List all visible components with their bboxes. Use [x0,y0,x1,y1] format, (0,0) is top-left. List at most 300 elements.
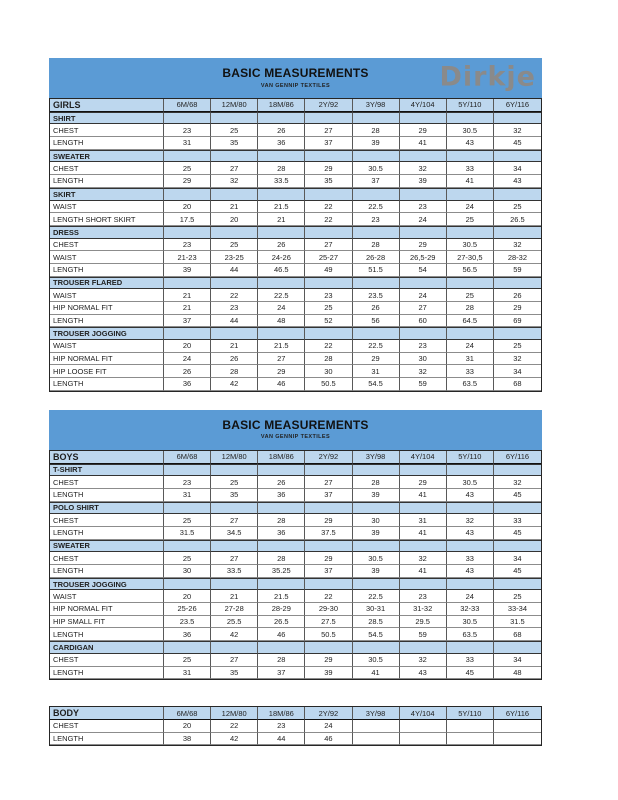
measure-value: 26 [353,302,400,315]
measure-value: 39 [400,175,447,188]
size-header-7: 6Y/116 [494,451,541,464]
table-row [50,733,541,746]
measure-value: 28 [258,654,305,667]
empty-cell [211,277,258,290]
measure-value: 25.5 [211,616,258,629]
measure-value: 25 [164,552,211,565]
measure-value: 59 [400,378,447,391]
measure-value: 50.5 [305,378,352,391]
measure-value: 33.5 [211,565,258,578]
table-row [50,667,541,680]
measure-value: 28 [258,162,305,175]
measure-value: 27 [211,162,258,175]
measure-value: 54.5 [353,378,400,391]
measure-value: 24 [447,590,494,603]
measure-value: 46.5 [258,264,305,277]
measure-value: 22.5 [353,201,400,214]
measure-value: 39 [353,527,400,540]
empty-cell [211,641,258,654]
measure-value: 33 [494,514,541,527]
measure-label: LENGTH [50,628,164,641]
empty-cell [164,641,211,654]
section-row [50,112,541,125]
table-row [50,565,541,578]
measure-value: 22.5 [353,590,400,603]
measure-value: 41 [400,489,447,502]
size-header-2: 18M/86 [258,451,305,464]
measure-value: 34.5 [211,527,258,540]
section-label: CARDIGAN [50,641,164,654]
measure-value: 23 [164,124,211,137]
measure-value: 26,5-29 [400,251,447,264]
measure-value: 36 [258,489,305,502]
measure-value: 31.5 [164,527,211,540]
measure-value: 25-27 [305,251,352,264]
size-header-1: 12M/80 [211,99,258,112]
table-row [50,552,541,565]
measure-value: 24 [447,340,494,353]
boys-measurements-table [49,450,542,680]
measure-value: 32 [400,654,447,667]
empty-cell [447,277,494,290]
empty-cell [400,150,447,163]
measure-value: 64.5 [447,315,494,328]
measure-value: 43 [447,489,494,502]
measure-value: 22.5 [258,289,305,302]
measure-value: 23 [164,476,211,489]
empty-cell [353,540,400,553]
measure-value: 56.5 [447,264,494,277]
empty-cell [447,464,494,477]
measure-value: 46 [258,378,305,391]
measure-label: LENGTH [50,378,164,391]
measure-label: WAIST [50,340,164,353]
size-header-1: 12M/80 [211,707,258,720]
measure-value: 29 [305,514,352,527]
measure-value: 34 [494,162,541,175]
empty-cell [258,502,305,515]
measure-value: 32 [494,476,541,489]
measure-value: 21.5 [258,340,305,353]
measure-value: 30-31 [353,603,400,616]
table-row [50,489,541,502]
measure-value: 39 [353,489,400,502]
empty-cell [400,112,447,125]
girls-header-band [49,58,542,98]
section-row [50,327,541,340]
measure-value: 60 [400,315,447,328]
measure-value: 28 [305,353,352,366]
measure-label: LENGTH [50,264,164,277]
size-header-1: 12M/80 [211,451,258,464]
measure-value: 63.5 [447,628,494,641]
measure-value: 26 [211,353,258,366]
measure-label: LENGTH [50,667,164,680]
section-row [50,502,541,515]
measure-value: 29 [400,124,447,137]
measure-value: 24 [400,213,447,226]
measure-value: 26-28 [353,251,400,264]
measure-value: 35 [211,489,258,502]
measure-value: 21 [164,289,211,302]
measure-value: 31 [353,365,400,378]
empty-cell [258,464,305,477]
measure-value: 21 [211,590,258,603]
measure-label: CHEST [50,476,164,489]
measure-value [494,720,541,733]
measure-value: 49 [305,264,352,277]
measure-value: 51.5 [353,264,400,277]
measure-value: 37 [353,175,400,188]
measure-value: 23 [400,340,447,353]
table-row [50,720,541,733]
empty-cell [400,578,447,591]
measure-value: 22 [211,289,258,302]
table-row [50,616,541,629]
measure-value: 20 [164,590,211,603]
measure-value: 23 [211,302,258,315]
size-header-0: 6M/68 [164,707,211,720]
empty-cell [305,502,352,515]
section-label: DRESS [50,226,164,239]
measure-value: 24 [447,201,494,214]
measure-value: 32 [494,124,541,137]
measure-value: 23 [400,201,447,214]
table-row [50,251,541,264]
size-header-5: 4Y/104 [400,707,447,720]
size-header-6: 5Y/110 [447,99,494,112]
measure-value: 27 [305,239,352,252]
table-row [50,340,541,353]
measure-value: 21 [164,302,211,315]
measure-value [447,720,494,733]
measure-label: CHEST [50,720,164,733]
measure-value: 56 [353,315,400,328]
measure-value [447,733,494,746]
measure-value: 23 [305,289,352,302]
empty-cell [164,327,211,340]
empty-cell [447,150,494,163]
measure-value: 54.5 [353,628,400,641]
empty-cell [494,641,541,654]
measure-value: 68 [494,378,541,391]
measure-value: 23-25 [211,251,258,264]
measure-value: 22 [305,590,352,603]
empty-cell [447,112,494,125]
measure-label: HIP SMALL FIT [50,616,164,629]
measure-value: 22 [211,720,258,733]
measure-value: 44 [211,315,258,328]
measure-value: 37.5 [305,527,352,540]
measure-value: 30.5 [447,239,494,252]
measure-value: 39 [353,137,400,150]
empty-cell [305,540,352,553]
measure-label: WAIST [50,201,164,214]
measure-value: 33 [447,654,494,667]
empty-cell [400,502,447,515]
empty-cell [164,188,211,201]
measure-value: 43 [447,565,494,578]
empty-cell [258,327,305,340]
size-header-7: 6Y/116 [494,707,541,720]
empty-cell [494,188,541,201]
measure-value: 28 [258,514,305,527]
size-header-6: 5Y/110 [447,451,494,464]
measure-value: 22 [305,213,352,226]
measure-value: 41 [400,527,447,540]
measure-value: 34 [494,552,541,565]
empty-cell [447,540,494,553]
measure-value: 23.5 [164,616,211,629]
measure-value: 25-26 [164,603,211,616]
section-label: T-SHIRT [50,464,164,477]
measure-value: 28-29 [258,603,305,616]
empty-cell [400,540,447,553]
measure-label: HIP NORMAL FIT [50,353,164,366]
measure-value: 22 [305,340,352,353]
measure-value: 25 [211,239,258,252]
measure-label: LENGTH [50,565,164,578]
empty-cell [164,277,211,290]
empty-cell [164,112,211,125]
empty-cell [258,277,305,290]
measure-value: 27-28 [211,603,258,616]
section-label: SWEATER [50,540,164,553]
empty-cell [305,226,352,239]
measure-value: 28-32 [494,251,541,264]
page-title: BASIC MEASUREMENTS [222,418,369,433]
measure-value: 50.5 [305,628,352,641]
empty-cell [494,150,541,163]
table-row [50,137,541,150]
measure-value: 33 [447,552,494,565]
empty-cell [305,150,352,163]
measure-label: LENGTH [50,527,164,540]
measure-value: 28 [211,365,258,378]
empty-cell [211,327,258,340]
measure-value: 29 [353,353,400,366]
measure-value: 43 [447,527,494,540]
measure-value: 32 [211,175,258,188]
measure-value: 26 [258,476,305,489]
measure-value: 68 [494,628,541,641]
measure-value: 25 [494,590,541,603]
measure-value [400,720,447,733]
empty-cell [164,464,211,477]
empty-cell [494,327,541,340]
measure-value: 23 [164,239,211,252]
empty-cell [305,327,352,340]
measure-value [353,720,400,733]
section-row [50,188,541,201]
section-label: SHIRT [50,112,164,125]
empty-cell [400,277,447,290]
measure-value: 26.5 [258,616,305,629]
table-row [50,514,541,527]
measure-value: 27 [305,124,352,137]
measure-value: 24 [305,720,352,733]
table-row [50,590,541,603]
measure-value: 21 [211,201,258,214]
empty-cell [305,578,352,591]
measure-value: 45 [494,565,541,578]
measure-value: 69 [494,315,541,328]
measure-value: 27 [211,552,258,565]
measure-value: 26 [494,289,541,302]
measure-label: HIP NORMAL FIT [50,603,164,616]
empty-cell [400,641,447,654]
measure-value: 31 [164,489,211,502]
empty-cell [164,540,211,553]
empty-cell [305,112,352,125]
measure-value: 36 [258,137,305,150]
empty-cell [494,226,541,239]
measure-value: 25 [447,213,494,226]
measure-value: 27.5 [305,616,352,629]
measure-value: 21-23 [164,251,211,264]
measure-value: 39 [164,264,211,277]
measure-value: 21 [258,213,305,226]
empty-cell [305,464,352,477]
table-row [50,201,541,214]
measure-label: WAIST [50,590,164,603]
measure-value: 17.5 [164,213,211,226]
table-row [50,628,541,641]
measure-value: 24-26 [258,251,305,264]
measure-value: 31 [447,353,494,366]
measure-value: 37 [164,315,211,328]
size-header-2: 18M/86 [258,707,305,720]
measure-value: 33 [447,162,494,175]
empty-cell [164,226,211,239]
empty-cell [494,277,541,290]
measure-value: 30.5 [447,616,494,629]
measure-value: 25 [211,476,258,489]
measure-value: 20 [211,213,258,226]
empty-cell [447,641,494,654]
measure-value: 29-30 [305,603,352,616]
measure-value: 42 [211,378,258,391]
measure-value: 30.5 [353,552,400,565]
empty-cell [400,327,447,340]
measure-value: 41 [400,137,447,150]
measure-value: 28 [353,124,400,137]
measure-value: 29 [305,162,352,175]
size-header-3: 2Y/92 [305,451,352,464]
size-header-5: 4Y/104 [400,451,447,464]
measure-label: LENGTH [50,315,164,328]
table-row [50,353,541,366]
measure-value: 41 [447,175,494,188]
body-group-label: BODY [50,707,164,720]
table-row [50,213,541,226]
measure-value: 37 [258,667,305,680]
measure-value: 27-30,5 [447,251,494,264]
measure-value: 35.25 [258,565,305,578]
measure-value: 38 [164,733,211,746]
measure-value: 45 [494,489,541,502]
measure-value: 36 [258,527,305,540]
size-header-5: 4Y/104 [400,99,447,112]
measure-value: 32 [400,365,447,378]
measure-value: 30.5 [447,476,494,489]
measure-value: 29 [400,476,447,489]
measure-value: 27 [305,476,352,489]
measure-value [400,733,447,746]
measure-value: 42 [211,628,258,641]
measure-value: 27 [400,302,447,315]
measure-value: 24 [258,302,305,315]
measure-value: 25 [447,289,494,302]
measure-value: 29 [494,302,541,315]
boys-band-titles [222,419,368,440]
measure-label: HIP LOOSE FIT [50,365,164,378]
empty-cell [164,150,211,163]
empty-cell [164,578,211,591]
table-row [50,162,541,175]
empty-cell [447,327,494,340]
measure-value: 44 [258,733,305,746]
measure-value: 28.5 [353,616,400,629]
section-row [50,641,541,654]
measure-label: CHEST [50,124,164,137]
empty-cell [447,502,494,515]
measure-value: 28 [258,552,305,565]
table-row [50,289,541,302]
empty-cell [447,188,494,201]
section-row [50,277,541,290]
empty-cell [353,188,400,201]
boys-header-band [49,410,542,450]
empty-cell [211,578,258,591]
measure-value: 37 [305,137,352,150]
measure-value: 41 [353,667,400,680]
page-subtitle: VAN GENNIP TEXTILES [260,82,331,89]
measure-value: 20 [164,340,211,353]
measure-value: 20 [164,201,211,214]
measure-value: 54 [400,264,447,277]
measure-value: 59 [494,264,541,277]
measure-value: 33 [447,365,494,378]
empty-cell [258,641,305,654]
size-header-2: 18M/86 [258,99,305,112]
measure-value: 31.5 [494,616,541,629]
body-header-row [50,707,541,720]
measure-value: 43 [494,175,541,188]
measure-value: 31 [164,667,211,680]
measure-value: 48 [494,667,541,680]
page-subtitle: VAN GENNIP TEXTILES [260,434,331,441]
section-row [50,226,541,239]
empty-cell [164,502,211,515]
measure-label: LENGTH [50,489,164,502]
table-row [50,378,541,391]
measure-value: 22.5 [353,340,400,353]
table-row [50,124,541,137]
measure-value: 30 [305,365,352,378]
measure-value: 41 [400,565,447,578]
table-row [50,603,541,616]
measure-value: 24 [400,289,447,302]
measure-value: 31 [164,137,211,150]
empty-cell [258,150,305,163]
section-label: TROUSER JOGGING [50,327,164,340]
measure-value: 32-33 [447,603,494,616]
measure-value: 43 [447,137,494,150]
empty-cell [211,150,258,163]
measure-value: 63.5 [447,378,494,391]
size-header-0: 6M/68 [164,451,211,464]
